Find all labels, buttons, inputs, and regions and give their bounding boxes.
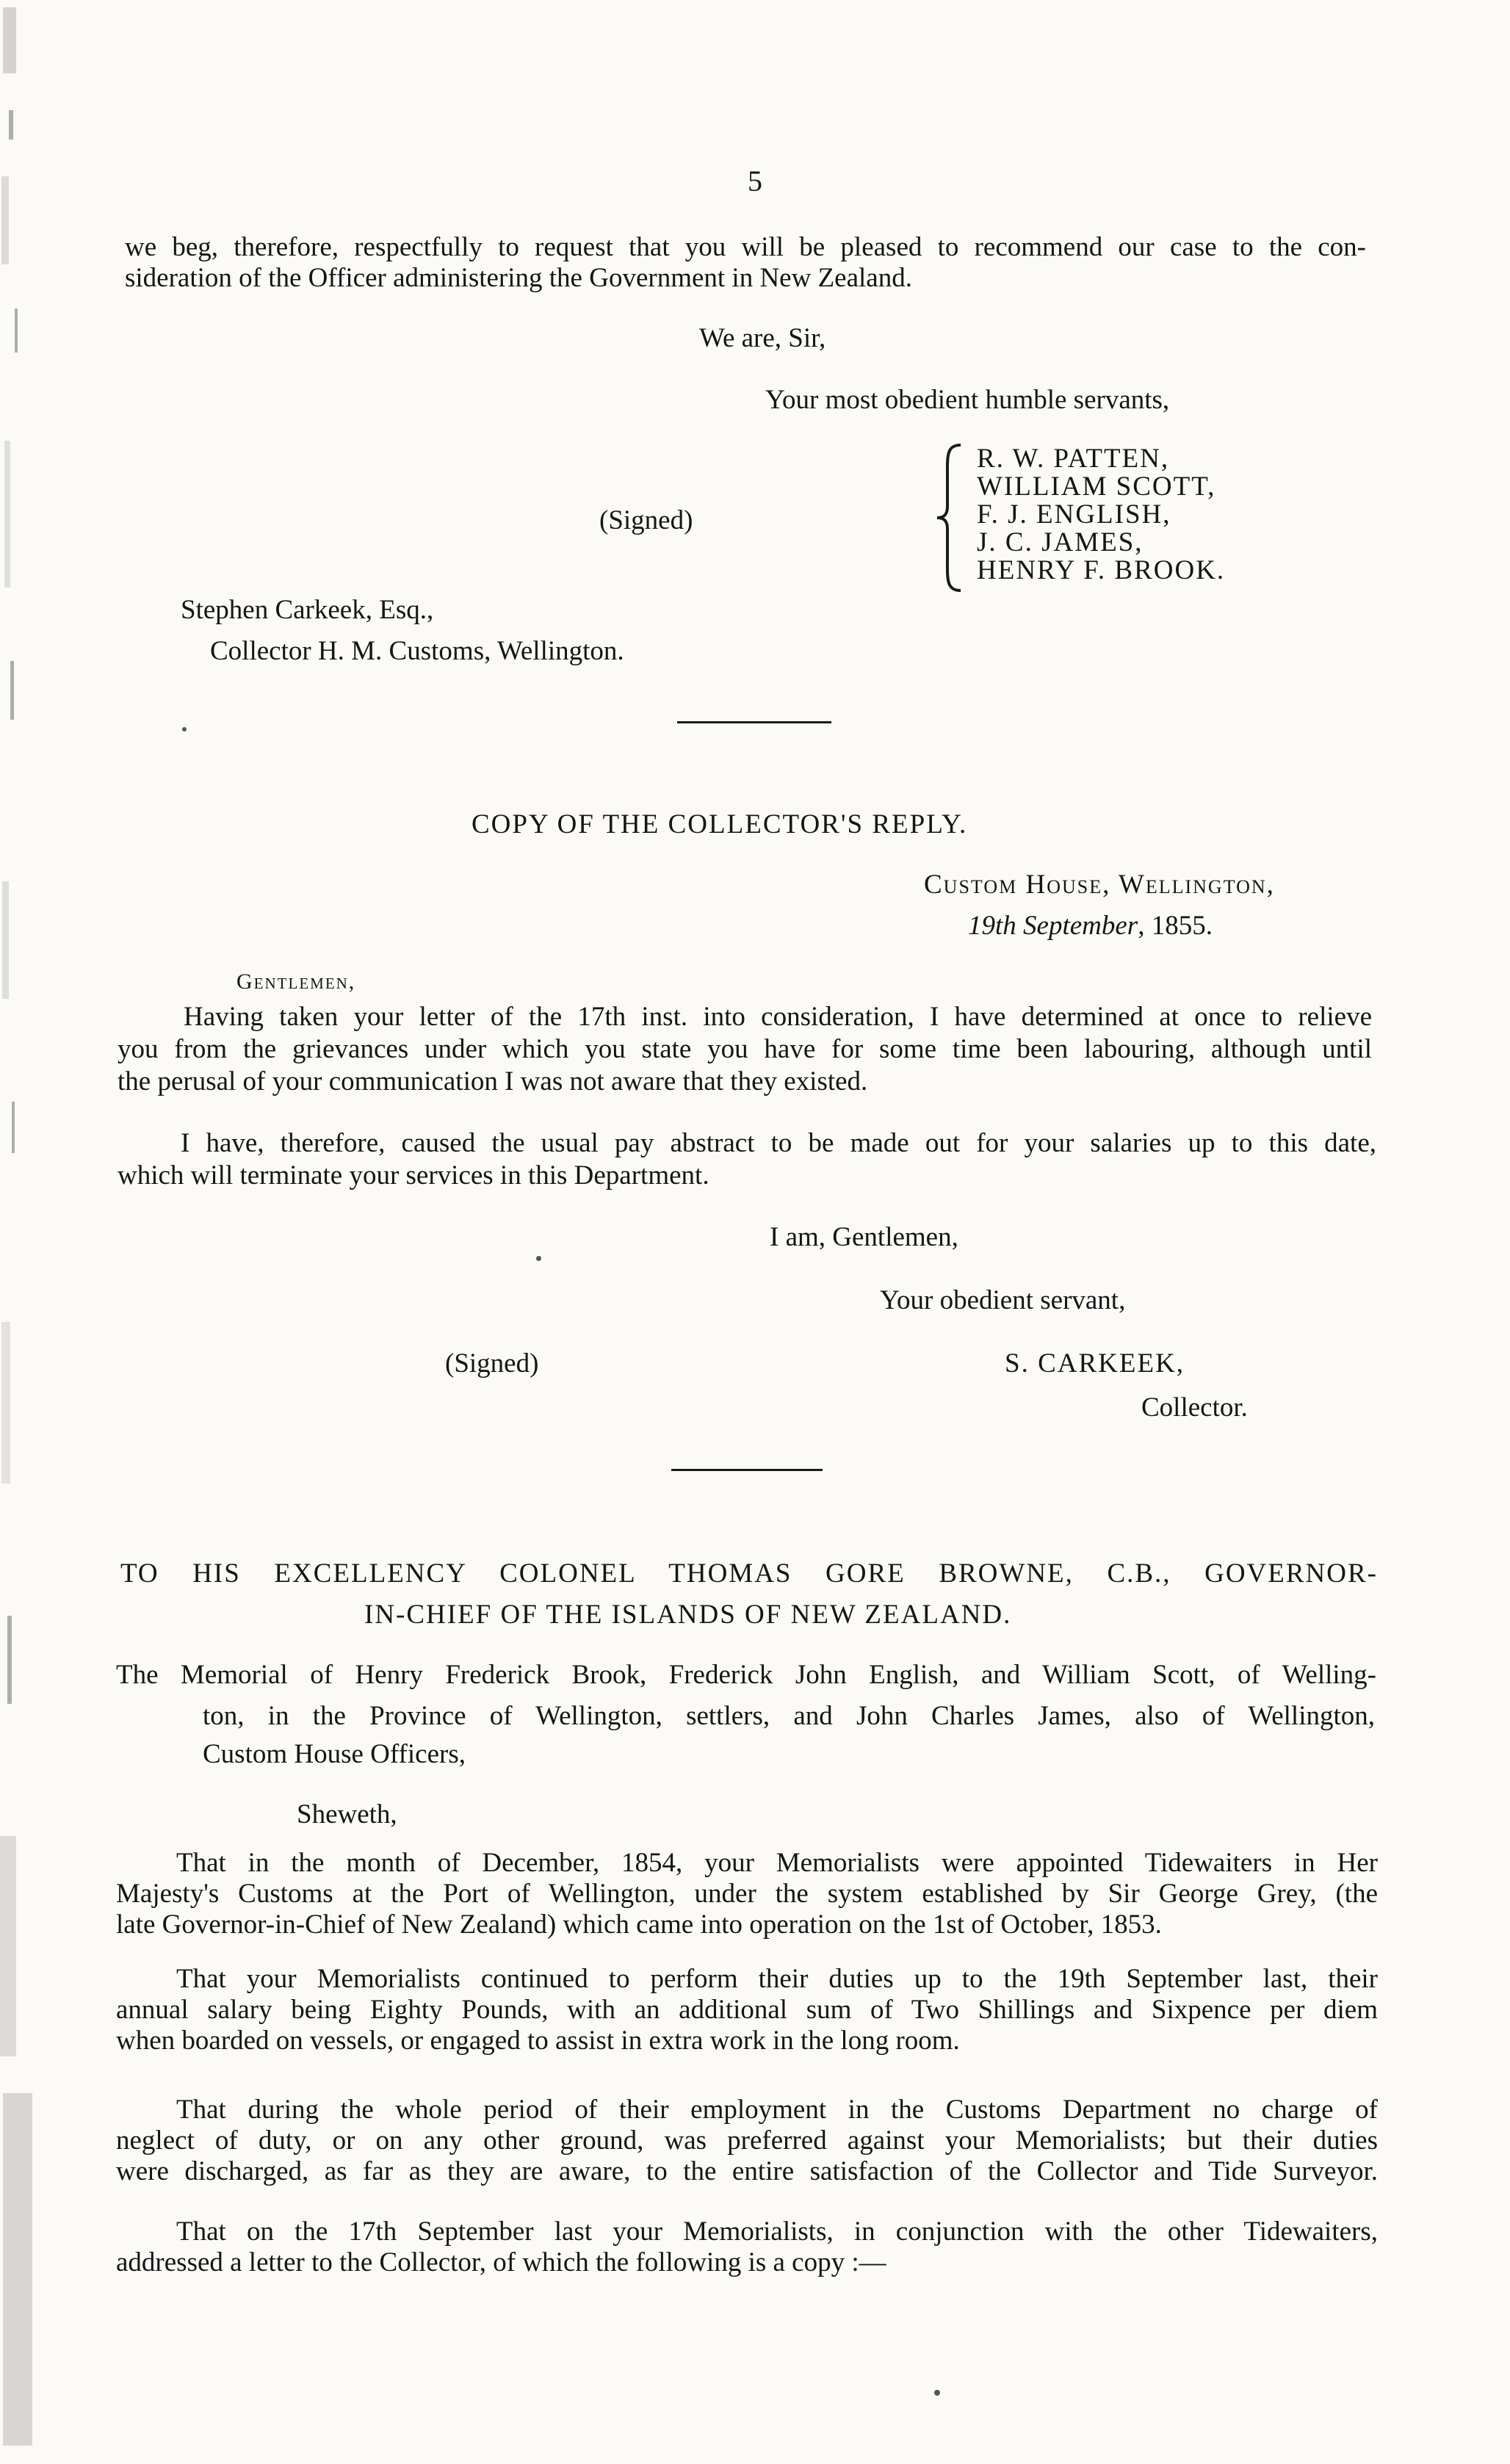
print-speck	[934, 2390, 940, 2396]
memorial-p1-line2: Majesty's Customs at the Port of Wellington, under the system established by Sir George Grey, (the	[116, 1879, 1378, 1909]
memorial-intro-line3: Custom House Officers,	[203, 1739, 466, 1769]
reply-place: Custom House, Wellington,	[924, 870, 1275, 900]
reply-signature: S. CARKEEK,	[1005, 1348, 1185, 1379]
reply-closing-2: Your obedient servant,	[880, 1285, 1126, 1315]
reply-salutation: Gentlemen,	[236, 969, 356, 994]
memorial-sheweth: Sheweth,	[297, 1799, 397, 1829]
reply-p1-line2: you from the grievances under which you state you have for some time been labouring, although until	[118, 1034, 1372, 1064]
signatory-5: HENRY F. BROOK.	[977, 555, 1226, 585]
memorial-p4-line2: addressed a letter to the Collector, of which the following is a copy :—	[116, 2247, 886, 2277]
signatory-3: F. J. ENGLISH,	[977, 499, 1171, 530]
letter1-paragraph-line1: we beg, therefore, respectfully to request that you will be pleased to recommend our case to the con-	[125, 232, 1366, 262]
reply-p1-line1: Having taken your letter of the 17th inst. into consideration, I have determined at once to relieve	[184, 1002, 1372, 1032]
reply-signature-title: Collector.	[1141, 1392, 1248, 1423]
letter1-closing: Your most obedient humble servants,	[765, 385, 1170, 415]
print-speck	[536, 1256, 541, 1261]
reply-date-year: , 1855.	[1138, 911, 1213, 941]
memorial-p2-line1: That your Memorialists continued to perform their duties up to the 19th September last, their	[176, 1964, 1378, 1994]
letter1-addressee-title: Collector H. M. Customs, Wellington.	[210, 636, 624, 666]
reply-closing-1: I am, Gentlemen,	[770, 1222, 958, 1252]
memorial-intro-line1: The Memorial of Henry Frederick Brook, Frederick John English, and William Scott, of Welling-	[116, 1660, 1376, 1690]
reply-date-day: 19th	[968, 911, 1016, 941]
letter1-addressee-name: Stephen Carkeek, Esq.,	[181, 595, 434, 625]
memorial-intro-line2: ton, in the Province of Wellington, settlers, and John Charles James, also of Wellington,	[203, 1701, 1375, 1731]
page-number: 5	[748, 165, 762, 198]
memorial-p2-line3: when boarded on vessels, or engaged to assist in extra work in the long room.	[116, 2026, 960, 2056]
scan-edge-noise	[0, 0, 81, 2464]
reply-date	[968, 911, 1213, 942]
memorial-p4-line1: That on the 17th September last your Memorialists, in conjunction with the other Tidewaiters,	[176, 2216, 1378, 2247]
letter1-signed-label: (Signed)	[599, 505, 693, 535]
memorial-p3-line3: were discharged, as far as they are aware, to the entire satisfaction of the Collector and Tide Surveyor.	[116, 2156, 1378, 2186]
signatory-4: J. C. JAMES,	[977, 527, 1144, 557]
reply-signed-label: (Signed)	[445, 1348, 539, 1379]
signatory-brace	[933, 442, 965, 593]
memorial-p3-line1: That during the whole period of their employment in the Customs Department no charge of	[176, 2095, 1378, 2125]
signatory-1: R. W. PATTEN,	[977, 444, 1170, 474]
memorial-p3-line2: neglect of duty, or on any other ground, was preferred against your Memorialists; but their duties	[116, 2125, 1378, 2156]
section-divider-1	[677, 721, 831, 723]
signatories-list	[977, 444, 1225, 598]
memorial-heading-line1: TO HIS EXCELLENCY COLONEL THOMAS GORE BROWNE, C.B., GOVERNOR-	[120, 1558, 1378, 1589]
letter1-salutation: We are, Sir,	[699, 323, 826, 353]
reply-p1-line3: the perusal of your communication I was not aware that they existed.	[118, 1066, 868, 1096]
reply-date-month: September	[1023, 911, 1138, 941]
reply-p2-line1: I have, therefore, caused the usual pay abstract to be made out for your salaries up to this date,	[181, 1128, 1376, 1158]
signatory-2: WILLIAM SCOTT,	[977, 472, 1216, 502]
memorial-heading-line2: IN-CHIEF OF THE ISLANDS OF NEW ZEALAND.	[364, 1600, 1012, 1630]
memorial-p1-line3: late Governor-in-Chief of New Zealand) which came into operation on the 1st of October, 1853.	[116, 1910, 1162, 1940]
print-speck	[182, 727, 187, 731]
memorial-p1-line1: That in the month of December, 1854, your Memorialists were appointed Tidewaiters in Her	[176, 1848, 1378, 1878]
reply-heading: COPY OF THE COLLECTOR'S REPLY.	[472, 809, 968, 839]
reply-p2-line2: which will terminate your services in this Department.	[118, 1160, 709, 1191]
letter1-paragraph-line2: sideration of the Officer administering the Government in New Zealand.	[125, 263, 912, 293]
memorial-p2-line2: annual salary being Eighty Pounds, with an additional sum of Two Shillings and Sixpence per diem	[116, 1995, 1378, 2025]
section-divider-2	[671, 1469, 823, 1471]
